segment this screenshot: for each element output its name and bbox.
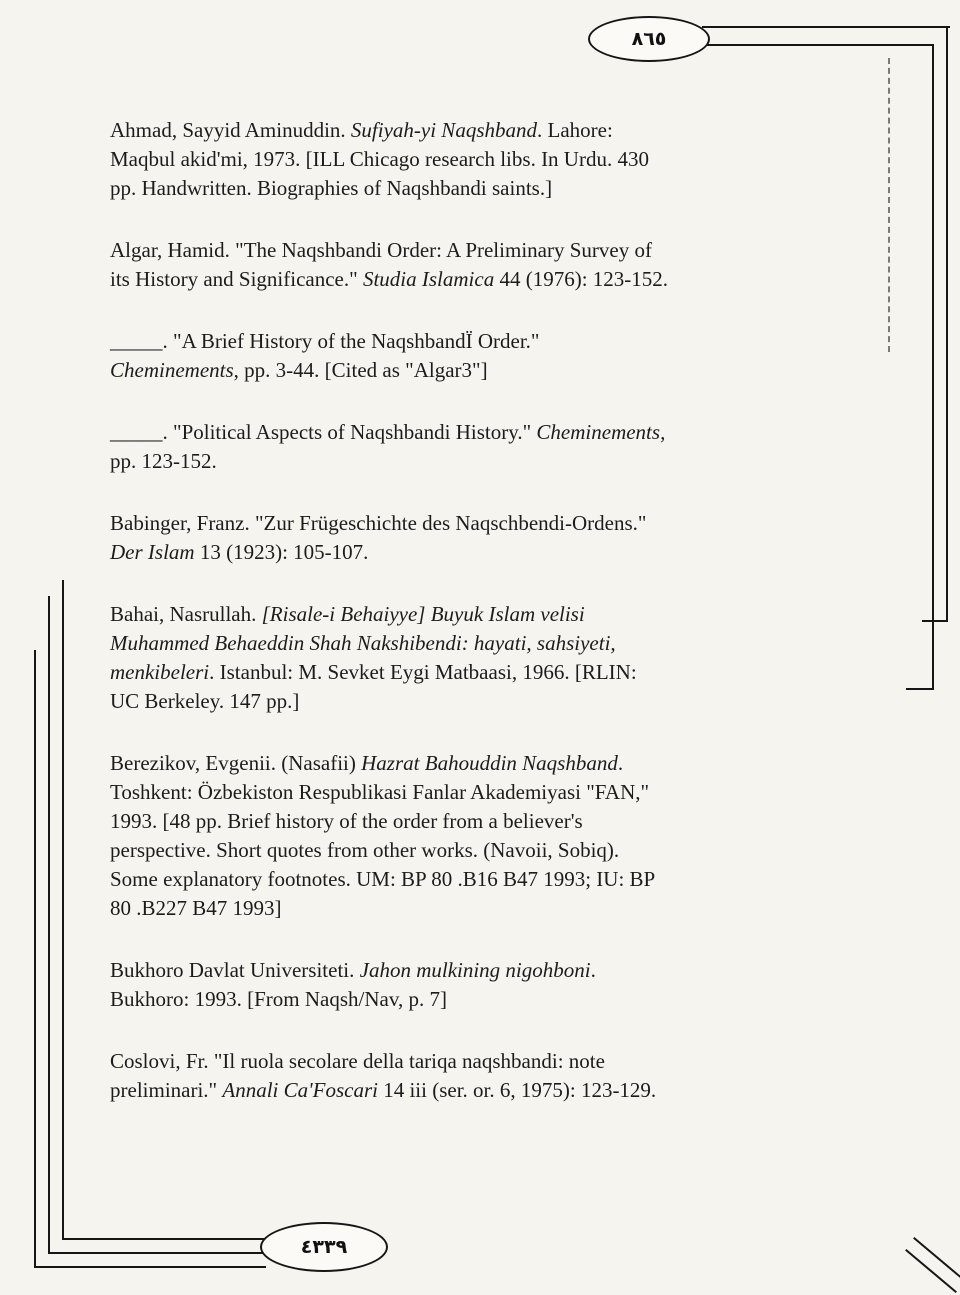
border-line-right-outer-foot <box>922 620 948 622</box>
bibliography-entry <box>110 749 910 923</box>
bibliography-line <box>110 538 910 567</box>
bibliography-line <box>110 836 910 865</box>
entry-text: Toshkent: Özbekiston Respublikasi Fanlar Akademiyasi "FAN," <box>110 780 650 804</box>
bibliography-line <box>110 356 910 385</box>
work-title-italic: Cheminements, <box>536 420 666 444</box>
entry-text: Bahai, Nasrullah. <box>110 602 262 626</box>
entry-text: Algar, Hamid. "The Naqshbandi Order: A Preliminary Survey of <box>110 238 652 262</box>
entry-text: . Lahore: <box>537 118 613 142</box>
bibliography-line <box>110 807 910 836</box>
entry-text: 13 (1923): 105-107. <box>194 540 369 564</box>
border-line-left-inner-horizontal <box>62 1238 266 1240</box>
entry-text: Bukhoro Davlat Universiteti. <box>110 958 360 982</box>
entry-text: Maqbul akid'mi, 1973. [ILL Chicago research libs. In Urdu. 430 <box>110 147 649 171</box>
entry-text: pp. Handwritten. Biographies of Naqshbandi saints.] <box>110 176 553 200</box>
entry-text: its History and Significance." <box>110 267 363 291</box>
bibliography-entry <box>110 327 910 385</box>
bibliography-entry <box>110 956 910 1014</box>
border-line-top-lower <box>704 44 934 46</box>
bibliography-line <box>110 265 910 294</box>
border-line-right-dashed <box>888 58 890 352</box>
entry-text: Some explanatory footnotes. UM: BP 80 .B16 B47 1993; IU: BP <box>110 867 656 891</box>
bibliography-line <box>110 145 910 174</box>
entry-text: _____. "A Brief History of the NaqshbandÏ Order." <box>110 329 540 353</box>
entry-text: pp. 123-152. <box>110 449 217 473</box>
bibliography-line <box>110 658 910 687</box>
bibliography-line <box>110 116 910 145</box>
entry-text: Coslovi, Fr. "Il ruola secolare della tariqa naqshbandi: note <box>110 1049 605 1073</box>
bibliography-entry <box>110 509 910 567</box>
bibliography-entry <box>110 116 910 203</box>
bibliography-list <box>110 116 910 1138</box>
bibliography-line <box>110 1047 910 1076</box>
work-title-italic: Annali Ca'Foscari <box>222 1078 378 1102</box>
work-title-italic: Muhammed Behaeddin Shah Nakshibendi: hayati, sahsiyeti, <box>110 631 616 655</box>
entry-text: 1993. [48 pp. Brief history of the order from a believer's <box>110 809 583 833</box>
entry-text: preliminari." <box>110 1078 223 1102</box>
bibliography-entry <box>110 1047 910 1105</box>
border-line-top-upper <box>702 26 950 28</box>
bibliography-entry <box>110 600 910 716</box>
bibliography-line <box>110 985 910 1014</box>
border-line-bottom-right-diagonal-outer <box>905 1249 957 1293</box>
entry-text: 44 (1976): 123-152. <box>494 267 669 291</box>
entry-text: _____. "Political Aspects of Naqshbandi History." <box>110 420 537 444</box>
entry-text: . Istanbul: M. Sevket Eygi Matbaasi, 1966. [RLIN: <box>209 660 637 684</box>
work-title-italic: Cheminements <box>110 358 234 382</box>
work-title-italic: Hazrat Bahouddin Naqshband <box>361 751 618 775</box>
entry-text: 80 .B227 B47 1993] <box>110 896 282 920</box>
border-line-right-inner <box>932 44 934 690</box>
bibliography-line <box>110 447 910 476</box>
bibliography-line <box>110 236 910 265</box>
entry-text: , pp. 3-44. [Cited as "Algar3"] <box>233 358 488 382</box>
entry-text: perspective. Short quotes from other works. (Navoii, Sobiq). <box>110 838 620 862</box>
entry-text: UC Berkeley. 147 pp.] <box>110 689 300 713</box>
entry-text: 14 iii (ser. or. 6, 1975): 123-129. <box>377 1078 657 1102</box>
bibliography-line <box>110 687 910 716</box>
entry-text: Bukhoro: 1993. [From Naqsh/Nav, p. 7] <box>110 987 447 1011</box>
bibliography-line <box>110 327 910 356</box>
bibliography-entry <box>110 418 910 476</box>
entry-text: . <box>617 751 624 775</box>
page-number-bottom: ٤٣٣٩ <box>300 1236 348 1258</box>
bibliography-line <box>110 174 910 203</box>
work-title-italic: Sufiyah-yi Naqshband <box>350 118 537 142</box>
border-line-right-inner-foot <box>906 688 934 690</box>
bibliography-entry <box>110 236 910 294</box>
border-line-right-outer <box>946 26 948 622</box>
border-line-left-inner-vertical <box>62 580 64 1240</box>
work-title-italic: Jahon mulkining nigohboni <box>359 958 591 982</box>
page-number-top: ٨٦٥ <box>631 28 667 50</box>
entry-text: Berezikov, Evgenii. (Nasafii) <box>110 751 362 775</box>
bibliography-line <box>110 749 910 778</box>
bibliography-line <box>110 600 910 629</box>
bibliography-line <box>110 509 910 538</box>
page-number-badge-bottom <box>260 1222 388 1272</box>
border-line-left-middle-horizontal <box>48 1252 266 1254</box>
entry-text: Ahmad, Sayyid Aminuddin. <box>110 118 351 142</box>
work-title-italic: Der Islam <box>110 540 195 564</box>
border-line-left-middle-vertical <box>48 596 50 1254</box>
bibliography-line <box>110 956 910 985</box>
bibliography-line <box>110 778 910 807</box>
border-line-left-outer-vertical <box>34 650 36 1268</box>
page-number-badge-top <box>588 16 710 62</box>
entry-text: Babinger, Franz. "Zur Frügeschichte des Naqschbendi-Ordens." <box>110 511 647 535</box>
entry-text: . <box>590 958 596 982</box>
bibliography-line <box>110 894 910 923</box>
bibliography-line <box>110 418 910 447</box>
bibliography-line <box>110 629 910 658</box>
bibliography-line <box>110 865 910 894</box>
work-title-italic: [Risale-i Behaiyye] Buyuk Islam velisi <box>261 602 585 626</box>
border-line-left-outer-horizontal <box>34 1266 266 1268</box>
work-title-italic: menkibeleri <box>110 660 210 684</box>
bibliography-line <box>110 1076 910 1105</box>
work-title-italic: Studia Islamica <box>362 267 495 291</box>
